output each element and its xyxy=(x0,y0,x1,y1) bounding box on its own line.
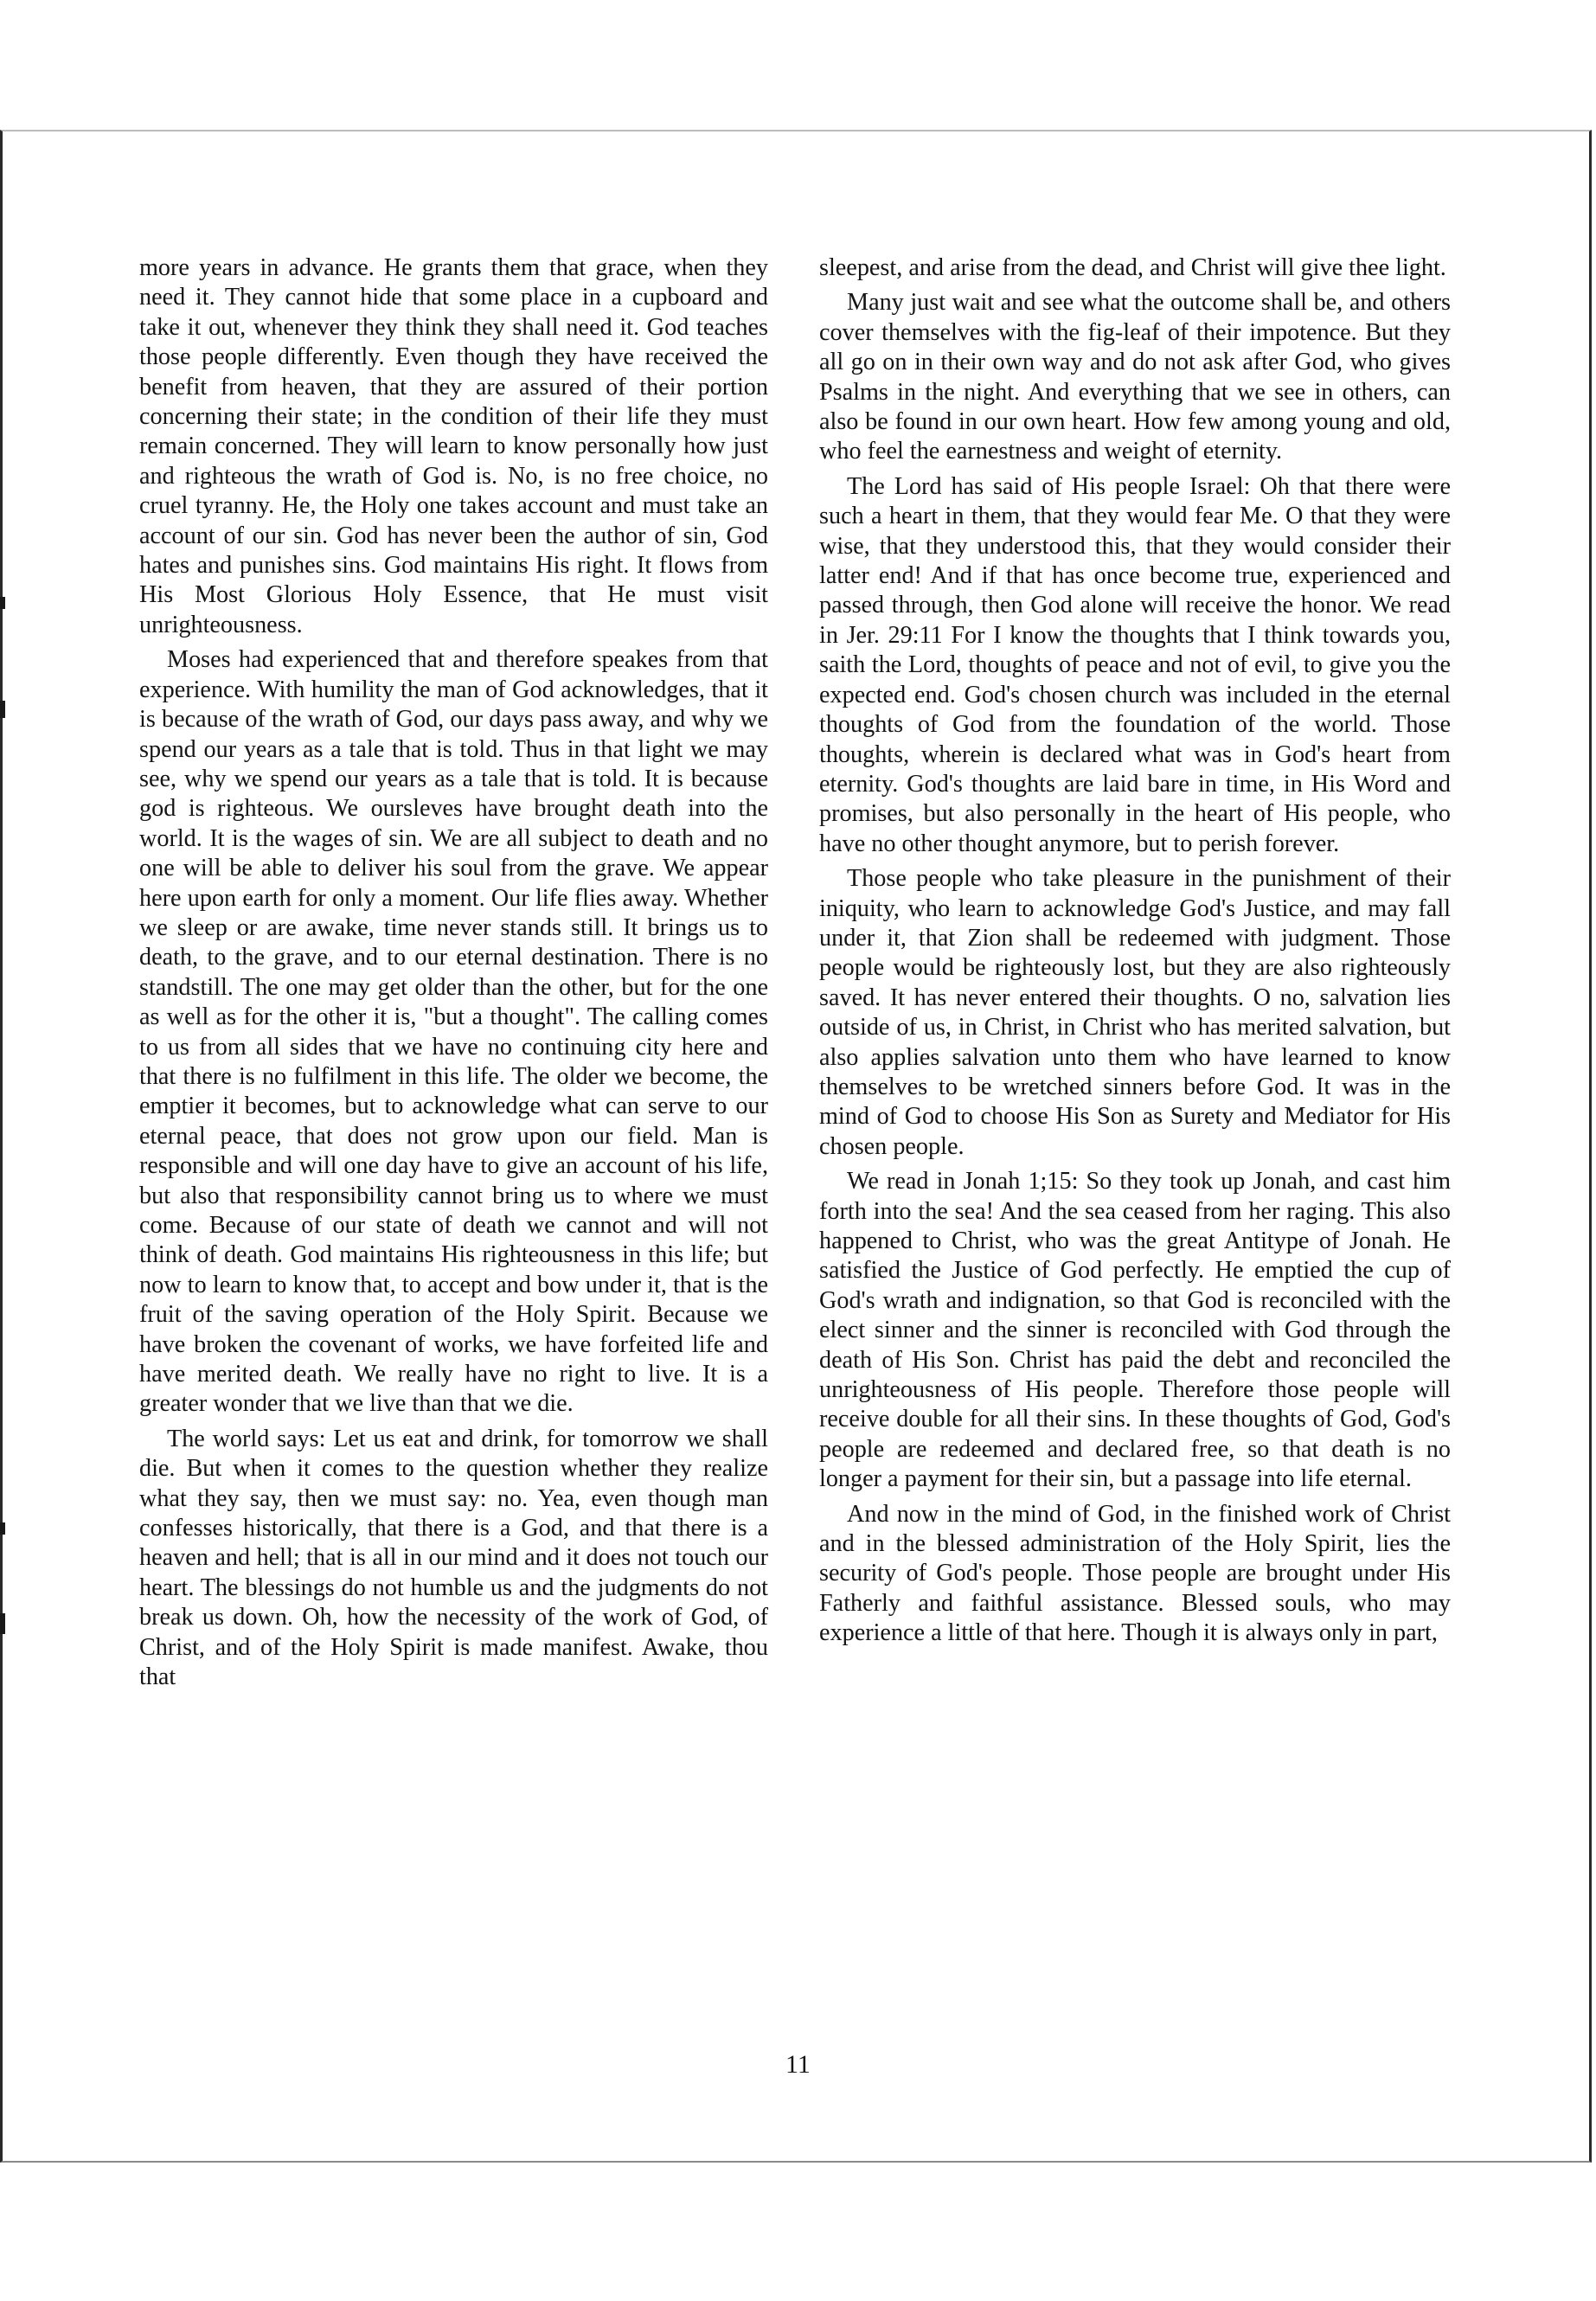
paragraph: Many just wait and see what the outcome shall be, and others cover themselves with the fig-leaf of their impotence. But they all go on in their own way and do not ask after God, who gives Psalms in the night. And everything that we see in others, can also be found in our own heart. How few among young and old, who feel the earnestness and weight of eternity. xyxy=(819,289,1451,465)
paragraph: Those people who take pleasure in the punishment of their iniquity, who learn to acknowledge God's Justice, and may fall under it, that Zion shall be redeemed with judgment. Those people would be righteously lost, but they are also righteously saved. It has never entered their thoughts. O no, salvation lies outside of us, in Christ, in Christ who has merited salvation, but also applies salvation unto them who have learned to know themselves to be wretched sinners before God. It was in the mind of God to choose His Son as Surety and Mediator for His chosen people. xyxy=(819,865,1451,1160)
paragraph: sleepest, and arise from the dead, and Christ will give thee light. xyxy=(819,254,1446,281)
page-number: 11 xyxy=(785,2050,811,2079)
paragraph: The world says: Let us eat and drink, for tomorrow we shall die. But when it comes to the question whether they realize what they say, then we must say: no. Yea, even though man confesses historically, that there is a God, and that there is a heaven and hell; that is all in our mind and it does not touch our heart. The blessings do not humble us and the judgments do not break us down. Oh, how the necessity of the work of God, of Christ, and of the Holy Spirit is made manifest. Awake, thou that xyxy=(139,1425,768,1691)
paragraph: We read in Jonah 1;15: So they took up Jonah, and cast him forth into the sea! And the sea ceased from her raging. This also happened to Christ, who was the great Antitype of Jonah. He satisfied the Justice of God perfectly. He emptied the cup of God's wrath and indignation, so that God is reconciled with the elect sinner and the sinner is reconciled with God through the death of His Son. Christ has paid the debt and reconciled the unrighteousness of His people. Therefore those people will receive double for all their sins. In these thoughts of God, God's people are redeemed and declared free, so that death is no longer a payment for their sin, but a passage into life eternal. xyxy=(819,1168,1451,1493)
paragraph: And now in the mind of God, in the finished work of Christ and in the blessed administration of the Holy Spirit, lies the security of God's people. Those people are brought under His Fatherly and faithful assistance. Blessed souls, who may experience a little of that here. Though it is always only in part, xyxy=(819,1500,1451,1647)
paragraph: more years in advance. He grants them that grace, when they need it. They cannot hide that some place in a cupboard and take it out, whenever they think they shall need it. God teaches those people differently. Even though they have received the benefit from heaven, that they are assured of their portion concerning their state; in the condition of their life they must remain concerned. They will learn to know personally how just and righteous the wrath of God is. No, is no free choice, no cruel tyranny. He, the Holy one takes account and must take an account of our sin. God has never been the author of sin, God hates and punishes sins. God maintains His right. It flows from His Most Glorious Holy Essence, that He must visit unrighteousness. xyxy=(139,254,768,638)
scan-margin-mark xyxy=(0,701,5,718)
scan-margin-mark xyxy=(0,597,5,609)
right-text-column xyxy=(819,253,1451,1654)
paragraph: Moses had experienced that and therefore speakes from that experience. With humility the man of God acknowledges, that it is because of the wrath of God, our days pass away, and why we spend our years as a tale that is told. Thus in that light we may see, why we spend our years as a tale that is told. It is because god is righteous. We oursleves have brought death into the world. It is the wages of sin. We are all subject to death and no one will be able to deliver his soul from the grave. We appear here upon earth for only a moment. Our life flies away. Whether we sleep or are awake, time never stands still. It brings us to death, to the grave, and to our eternal destination. There is no standstill. The one may get older than the other, but for the one as well as for the other it is, "but a thought". The calling comes to us from all sides that we have no continuing city here and that there is no fulfilment in this life. The older we become, the emptier it becomes, but to acknowledge what can serve to our eternal peace, that does not grow upon our field. Man is responsible and will one day have to give an account of his life, but also that responsibility cannot bring us to where we must come. Because of our state of death we cannot and will not think of death. God maintains His righteousness in this life; but now to learn to know that, to accept and bow under it, that is the fruit of the saving operation of the Holy Spirit. Because we have broken the covenant of works, we have forfeited life and have merited death. We really have no right to live. It is a greater wonder that we live than that we die. xyxy=(139,646,768,1418)
scan-margin-mark xyxy=(0,1613,5,1634)
scan-margin-mark xyxy=(0,1522,5,1535)
left-text-column xyxy=(139,253,768,1698)
paragraph: The Lord has said of His people Israel: Oh that there were such a heart in them, that they would fear Me. O that they were wise, that they understood this, that they would consider their latter end! And if that has once become true, experienced and passed through, then God alone will receive the honor. We read in Jer. 29:11 For I know the thoughts that I think towards you, saith the Lord, thoughts of peace and not of evil, to give you the expected end. God's chosen church was included in the eternal thoughts of God from the foundation of the world. Those thoughts, wherein is declared what was in God's heart from eternity. God's thoughts are laid bare in time, in His Word and promises, but also personally in the heart of His people, who have no other thought anymore, but to perish forever. xyxy=(819,472,1451,857)
